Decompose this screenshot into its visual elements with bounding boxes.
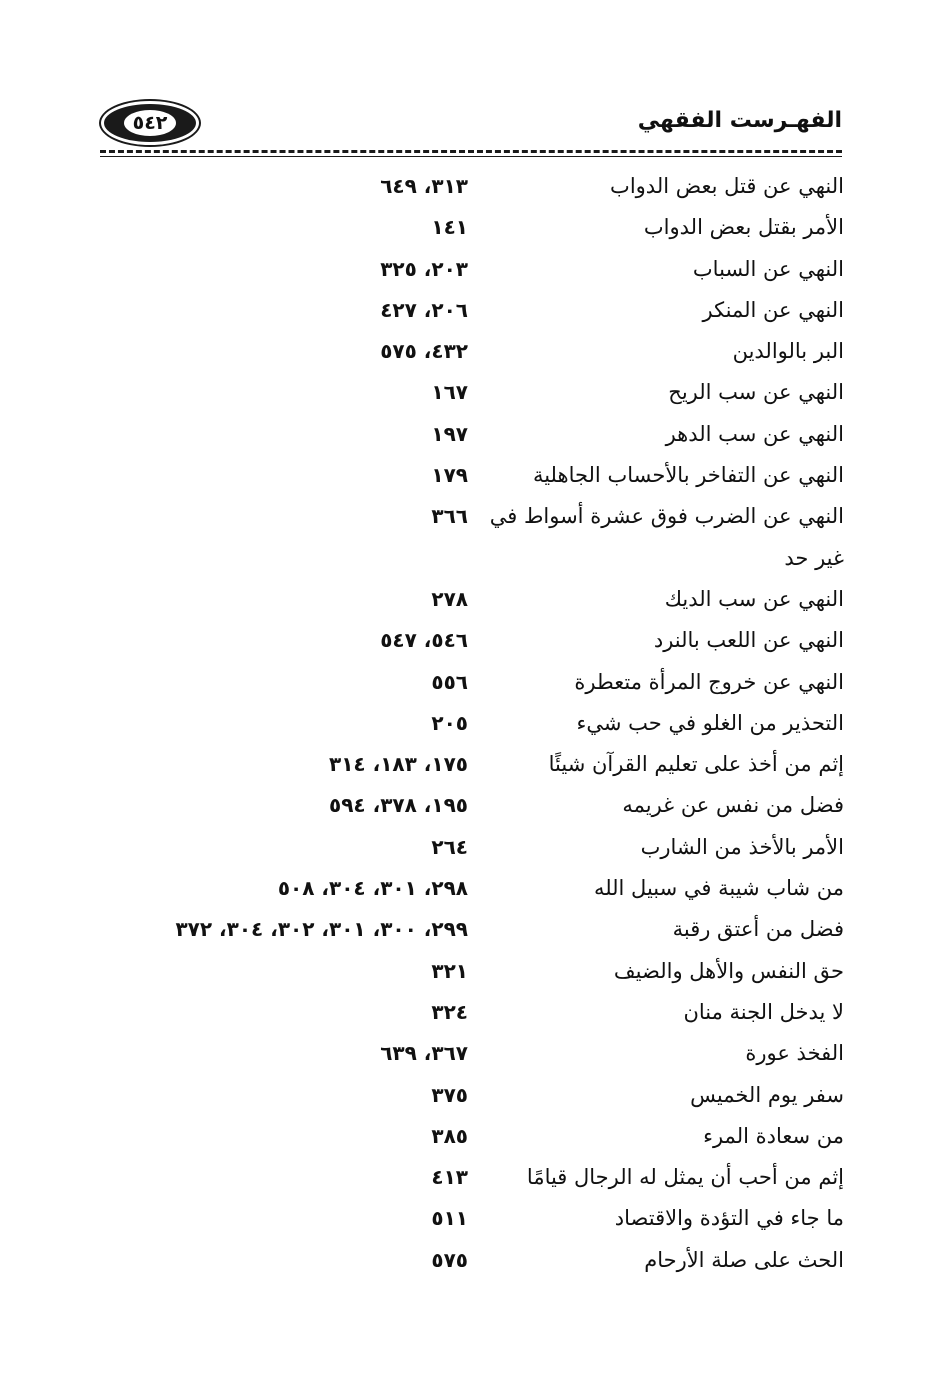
entry-topic: الفخذ عورة — [745, 1041, 844, 1066]
index-entry — [150, 707, 844, 748]
entry-topic: النهي عن سب الريح — [668, 380, 844, 405]
index-entry — [150, 996, 844, 1037]
entry-topic: النهي عن الضرب فوق عشرة أسواط في — [489, 504, 844, 529]
index-entry — [150, 666, 844, 707]
entry-topic: ما جاء في التؤدة والاقتصاد — [614, 1206, 844, 1231]
entry-page-numbers: ٣٧٥ — [431, 1082, 468, 1107]
entry-topic: غير حد — [784, 545, 844, 570]
entry-topic: النهي عن المنكر — [702, 297, 844, 322]
index-entry — [150, 211, 844, 252]
entry-page-numbers: ١٩٧ — [431, 421, 468, 446]
entry-topic: الأمر بالأخذ من الشارب — [640, 834, 844, 859]
index-entry — [150, 1079, 844, 1120]
index-entry — [150, 913, 844, 954]
index-entry — [150, 459, 844, 500]
entry-topic: النهي عن السباب — [692, 256, 844, 281]
index-entry — [150, 872, 844, 913]
entry-topic: النهي عن قتل بعض الدواب — [610, 174, 844, 198]
index-entry — [150, 170, 844, 211]
entry-page-numbers: ٥٧٥ — [431, 1247, 468, 1272]
index-entry — [150, 624, 844, 665]
entry-page-numbers: ١٧٩ — [431, 463, 468, 488]
entry-page-numbers: ٥٥٦ — [431, 669, 468, 694]
entry-page-numbers: ٤٣٢، ٥٧٥ — [380, 339, 468, 364]
index-entry — [150, 542, 844, 583]
entry-page-numbers: ١٩٥، ٣٧٨، ٥٩٤ — [329, 793, 468, 818]
index-list — [150, 170, 844, 1285]
entry-topic: فضل من أعتق رقبة — [672, 917, 844, 942]
entry-topic: النهي عن سب الديك — [664, 586, 844, 611]
index-entry — [150, 748, 844, 789]
page-number: ٥٤٢ — [124, 110, 176, 136]
page-number-badge — [104, 104, 196, 142]
entry-page-numbers: ٢٧٨ — [431, 586, 468, 611]
entry-topic: الحث على صلة الأرحام — [644, 1247, 844, 1272]
index-entry — [150, 253, 844, 294]
index-entry — [150, 1120, 844, 1161]
page-header — [100, 100, 842, 148]
index-entry — [150, 583, 844, 624]
entry-topic: البر بالوالدين — [732, 339, 844, 364]
entry-topic: حق النفس والأهل والضيف — [613, 958, 844, 983]
entry-page-numbers: ٢٦٤ — [431, 834, 468, 859]
index-entry — [150, 294, 844, 335]
entry-topic: النهي عن التفاخر بالأحساب الجاهلية — [532, 463, 844, 488]
entry-topic: إثم من أحب أن يمثل له الرجال قيامًا — [526, 1165, 844, 1190]
entry-topic: النهي عن سب الدهر — [665, 421, 844, 446]
entry-page-numbers: ٣١٣، ٦٤٩ — [380, 174, 468, 198]
index-entry — [150, 955, 844, 996]
index-entry — [150, 831, 844, 872]
entry-topic: النهي عن خروج المرأة متعطرة — [574, 669, 844, 694]
index-entry — [150, 335, 844, 376]
index-entry — [150, 418, 844, 459]
entry-topic: من شاب شيبة في سبيل الله — [593, 876, 844, 901]
entry-page-numbers: ١٦٧ — [431, 380, 468, 405]
running-title: الفهـرست الفقهي — [637, 108, 842, 133]
index-entry — [150, 500, 844, 541]
index-entry — [150, 1037, 844, 1078]
index-entry — [150, 376, 844, 417]
entry-topic: لا يدخل الجنة منان — [683, 999, 844, 1024]
entry-page-numbers: ٢٩٨، ٣٠١، ٣٠٤، ٥٠٨ — [277, 876, 468, 901]
entry-topic: سفر يوم الخميس — [690, 1082, 844, 1107]
index-entry — [150, 1202, 844, 1243]
entry-page-numbers: ١٤١ — [431, 215, 468, 240]
entry-page-numbers: ٢٠٣، ٣٢٥ — [380, 256, 468, 281]
entry-page-numbers: ٣٢٤ — [431, 999, 468, 1024]
entry-page-numbers: ٣٦٧، ٦٣٩ — [380, 1041, 468, 1066]
entry-page-numbers: ٥٤٦، ٥٤٧ — [380, 628, 468, 653]
entry-page-numbers: ٤١٣ — [431, 1165, 468, 1190]
header-divider-thin — [100, 156, 842, 157]
entry-page-numbers: ٣٢١ — [431, 958, 468, 983]
entry-page-numbers: ٣٨٥ — [431, 1123, 468, 1148]
entry-topic: النهي عن اللعب بالنرد — [653, 628, 844, 653]
entry-topic: فضل من نفس عن غريمه — [622, 793, 844, 818]
entry-page-numbers: ٢٩٩، ٣٠٠، ٣٠١، ٣٠٢، ٣٠٤، ٣٧٢ — [175, 917, 468, 942]
entry-page-numbers: ٢٠٦، ٤٢٧ — [380, 297, 468, 322]
index-entry — [150, 1244, 844, 1285]
index-entry — [150, 1161, 844, 1202]
entry-topic: التحذير من الغلو في حب شيء — [576, 710, 844, 735]
entry-page-numbers: ٣٦٦ — [431, 504, 468, 529]
entry-page-numbers: ٢٠٥ — [431, 710, 468, 735]
entry-page-numbers: ٥١١ — [431, 1206, 468, 1231]
entry-page-numbers: ١٧٥، ١٨٣، ٣١٤ — [329, 752, 468, 777]
entry-topic: الأمر بقتل بعض الدواب — [643, 215, 844, 240]
entry-topic: إثم من أخذ على تعليم القرآن شيئًا — [548, 752, 844, 777]
index-entry — [150, 789, 844, 830]
entry-topic: من سعادة المرء — [703, 1123, 844, 1148]
header-divider — [100, 150, 842, 153]
